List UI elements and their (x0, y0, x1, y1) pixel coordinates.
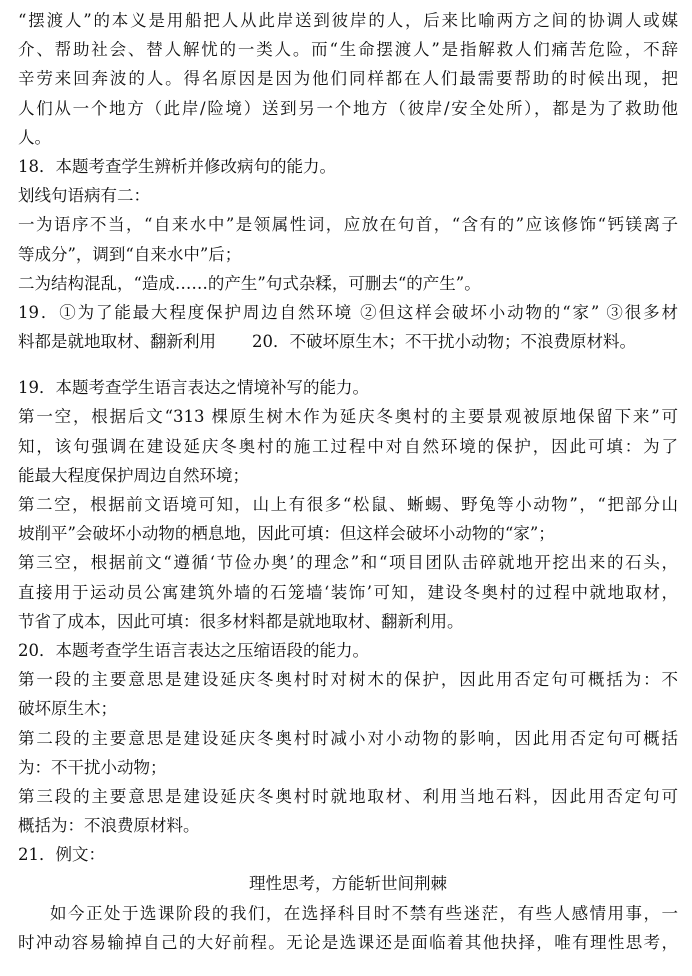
text-line: 人。 (18, 127, 51, 147)
q20-title: 20．本题考查学生语言表达之压缩语段的能力。 (18, 640, 369, 660)
section-q20 (18, 636, 678, 840)
text-line: 坡削平”会破坏小动物的栖息地，因此可填：但这样会破坏小动物的“家”； (18, 524, 555, 544)
answer19-line2: 料都是就地取材、翻新利用 (18, 332, 216, 352)
essay-line: 如今正处于选课阶段的我们，在选择科目时不禁有些迷茫，有些人感情用事，一 (50, 903, 678, 923)
section-q19 (18, 373, 678, 636)
answers-19-20 (18, 298, 678, 356)
text-line: 划线句语病有二： (18, 186, 150, 206)
text-line: 概括为：不浪费原材料。 (18, 816, 200, 836)
spacer (18, 356, 678, 373)
q18-title: 18．本题考查学生辨析并修改病句的能力。 (18, 156, 336, 176)
q21-title: 21．例文： (18, 845, 105, 865)
q19-title: 19．本题考查学生语言表达之情境补写的能力。 (18, 378, 369, 398)
text-line: 为：不干扰小动物； (18, 757, 167, 777)
text-line: 一为语序不当，“自来水中”是领属性词，应放在句首，“含有的”应该修饰“钙镁离子 (18, 215, 678, 235)
section-q18 (18, 152, 678, 298)
text-line: 二为结构混乱，“造成……的产生”句式杂糅，可删去“的产生”。 (18, 273, 481, 293)
paragraph-ferryman-meaning (18, 6, 678, 152)
text-line: 直接用于运动员公寓建筑外墙的石笼墙‘装饰’可知，建设冬奥村的过程中就地取材， (18, 582, 678, 602)
answer-row (18, 327, 678, 356)
text-line: 能最大程度保护周边自然环境； (18, 465, 249, 485)
answer19-line1: 19．①为了能最大程度保护周边自然环境 ②但这样会破坏小动物的“家” ③很多材 (18, 302, 678, 322)
text-line: 节省了成本，因此可填：很多材料都是就地取材、翻新利用。 (18, 611, 464, 631)
text-line: 人们从一个地方（此岸/险境）送到另一个地方（彼岸/安全处所），都是为了救助他 (18, 98, 678, 118)
essay-title: 理性思考，方能斩世间荆棘 (249, 874, 447, 894)
text-line: 介、帮助社会、替人解忧的一类人。而“生命摆渡人”是指解救人们痛苦危险，不辞 (18, 40, 678, 60)
text-line: 第三空，根据前文“遵循‘节俭办奥’的理念”和“项目团队击碎就地开挖出来的石头， (18, 553, 678, 573)
text-line: “摆渡人”的本义是用船把人从此岸送到彼岸的人，后来比喻两方之间的协调人或媒 (18, 11, 678, 30)
answer20: 20．不破坏原生木；不干扰小动物；不浪费原材料。 (252, 332, 636, 352)
section-q21 (18, 840, 678, 957)
text-line: 第一段的主要意思是建设延庆冬奥村时对树木的保护，因此用否定句可概括为：不 (18, 670, 678, 690)
text-line: 第一空，根据后文“313 棵原生树木作为延庆冬奥村的主要景观被原地保留下来”可 (18, 407, 678, 427)
text-line: 第二空，根据前文语境可知，山上有很多“松鼠、蜥蜴、野兔等小动物”，“把部分山 (18, 495, 678, 514)
text-line: 辛劳来回奔波的人。得名原因是因为他们同样都在人们最需要帮助的时候出现，把 (18, 69, 678, 89)
text-line: 破坏原生木； (18, 699, 117, 719)
essay-line: 时冲动容易输掉自己的大好前程。无论是选课还是面临着其他抉择，唯有理性思考， (18, 932, 678, 952)
text-line: 第三段的主要意思是建设延庆冬奥村时就地取材、利用当地石料，因此用否定句可 (18, 786, 678, 806)
text-line: 等成分”，调到“自来水中”后； (18, 244, 242, 264)
text-line: 第二段的主要意思是建设延庆冬奥村时减小对小动物的影响，因此用否定句可概括 (18, 728, 678, 748)
text-line: 知，该句强调在建设延庆冬奥村的施工过程中对自然环境的保护，因此可填：为了 (18, 436, 678, 456)
document-page (18, 6, 678, 957)
